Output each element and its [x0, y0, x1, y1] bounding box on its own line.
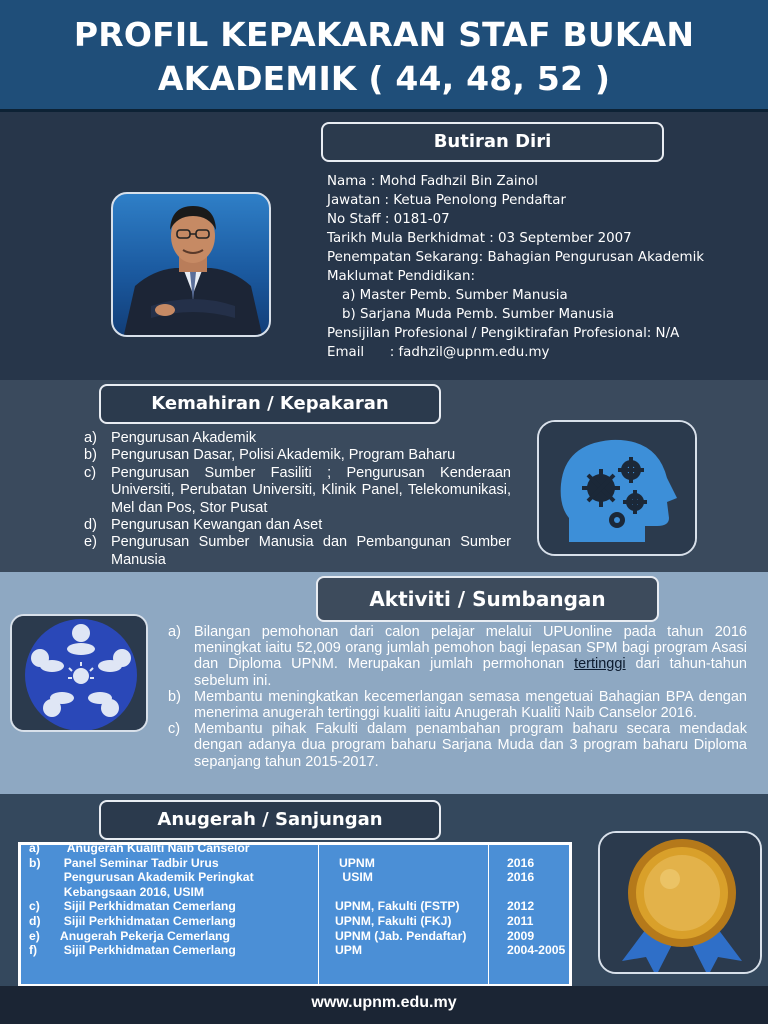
table-row: [21, 885, 569, 900]
skills-list: [84, 430, 511, 569]
list-item-label: c): [168, 721, 181, 738]
award-name: Sijil Perkhidmatan Cemerlang: [57, 899, 236, 914]
award-name: Panel Seminar Tadbir Urus: [57, 855, 219, 870]
personal-section: [0, 112, 768, 380]
award-institution: USIM: [339, 870, 373, 885]
table-row: [21, 899, 569, 914]
list-item-text: [194, 624, 747, 689]
bio-certification: Pensijilan Profesional / Pengiktirafan Profesional: N/A: [327, 326, 680, 341]
list-item: [168, 624, 747, 689]
activity-a-text-1: Bilangan pemohonan dari calon pelajar melalui UPUonline pada tahun 2016 meningkat iaitu 52,009 orang jumlah pemohon bagi lepasan SPM bagi program Asasi dan Diploma UPNM. Merupakan jumlah permohonan: [194, 624, 747, 673]
footer-url: www.upnm.edu.my: [0, 986, 768, 1024]
list-item-label: c): [84, 464, 97, 481]
activities-list: [168, 624, 747, 770]
bio-start-date: Tarikh Mula Berkhidmat : 03 September 2007: [327, 231, 632, 246]
teamwork-icon: [12, 616, 148, 732]
award-year: 2012: [507, 899, 535, 914]
award-year: 2011: [507, 913, 534, 928]
bio-position: Jawatan : Ketua Penolong Pendaftar: [327, 193, 566, 208]
table-row: [21, 870, 569, 885]
activity-a-text-2: dari tahun-tahun sebelum ini.: [194, 656, 747, 689]
award-institution: UPNM: [339, 855, 375, 870]
brain-gears-icon: [539, 422, 697, 556]
list-item-label: e): [84, 534, 97, 551]
award-name: Anugerah Kualiti Naib Canselor: [57, 841, 250, 855]
award-label: a): [29, 841, 40, 855]
list-item-label: d): [84, 517, 97, 534]
list-item: [84, 430, 511, 447]
list-item: [84, 465, 511, 517]
award-name: Sijil Perkhidmatan Cemerlang: [57, 913, 236, 928]
award-label: [21, 870, 57, 885]
award-institution: UPNM, Fakulti (FSTP): [335, 899, 460, 914]
bio-placement: Penempatan Sekarang: Bahagian Pengurusan Akademik: [327, 250, 705, 265]
list-item: [168, 721, 747, 770]
award-label: d): [29, 913, 41, 928]
bio-name: Nama : Mohd Fadhzil Bin Zainol: [327, 174, 539, 189]
bio-education-label: Maklumat Pendidikan:: [327, 269, 475, 284]
award-name: Pengurusan Akademik Peringkat: [57, 870, 254, 885]
award-institution: UPNM, Fakulti (FKJ): [335, 913, 452, 928]
staff-portrait-illustration: [113, 194, 271, 337]
award-name: Sijil Perkhidmatan Cemerlang: [57, 943, 236, 958]
list-item-label: b): [168, 688, 181, 705]
table-row: [21, 914, 569, 929]
activities-section-title: Aktiviti / Sumbangan: [316, 576, 659, 622]
page-title: [0, 0, 768, 101]
skills-section-title: Kemahiran / Kepakaran: [99, 384, 441, 424]
award-medal-icon: [600, 833, 762, 974]
page-title-line-2: AKADEMIK ( 44, 48, 52 ): [157, 59, 611, 98]
activities-section: [0, 572, 768, 794]
list-item-text: Membantu pihak Fakulti dalam penambahan program baharu secara mendadak dengan adanya dua program baharu Sarjana Muda dan 3 program baharu Diploma sepanjang tahun 2015-2017.: [194, 721, 747, 770]
list-item-text: Pengurusan Kewangan dan Aset: [111, 517, 323, 534]
award-year: 2009: [507, 928, 535, 943]
award-institution: [327, 885, 495, 900]
list-item: [168, 689, 747, 721]
bio-education-item: a) Master Pemb. Sumber Manusia: [342, 288, 568, 303]
awards-table: [18, 842, 572, 987]
award-year: 2016: [507, 870, 535, 885]
list-item-text: Membantu meningkatkan kecemerlangan semasa mengetuai Bahagian BPA dengan menerima anugerah tertinggi kualiti iaitu Anugerah Kualiti Naib Canselor 2016.: [194, 688, 747, 722]
brain-gears-image: [537, 420, 697, 556]
list-item: [84, 534, 511, 569]
page-title-line-1: PROFIL KEPAKARAN STAF BUKAN: [73, 15, 695, 54]
bio-email: Email : fadhzil@upnm.edu.my: [327, 345, 550, 360]
table-row: [21, 841, 569, 856]
award-label: [21, 885, 57, 900]
award-label: c): [29, 899, 40, 914]
personal-section-title: Butiran Diri: [321, 122, 664, 162]
award-year: [495, 841, 567, 856]
list-item-text: Pengurusan Dasar, Polisi Akademik, Program Baharu: [111, 447, 456, 464]
table-row: [21, 856, 569, 871]
teamwork-image: [10, 614, 148, 732]
list-item-text: Pengurusan Sumber Fasiliti ; Pengurusan Kenderaan Universiti, Perubatan Universiti, Klinik Panel, Telekomunikasi, Mel dan Pos, Stor Pusat: [111, 464, 511, 516]
award-name: Anugerah Pekerja Cemerlang: [57, 928, 230, 943]
staff-photo: [111, 192, 271, 337]
list-item: [84, 517, 511, 534]
award-year: 2016: [507, 855, 535, 870]
table-row: [21, 929, 569, 944]
awards-section-title: Anugerah / Sanjungan: [99, 800, 441, 840]
award-institution: UPNM (Jab. Pendaftar): [335, 928, 467, 943]
award-year: 2004-2005: [507, 943, 566, 958]
award-year: [495, 885, 567, 900]
award-label: f): [29, 943, 38, 958]
bio-education-item: b) Sarjana Muda Pemb. Sumber Manusia: [342, 307, 615, 322]
list-item-label: a): [84, 430, 97, 446]
list-item: [84, 447, 511, 464]
medal-image: [598, 831, 762, 974]
list-item-text: Pengurusan Akademik: [111, 430, 257, 446]
awards-section: [0, 794, 768, 986]
award-label: e): [29, 928, 40, 943]
activity-a-emphasis: tertinggi: [574, 656, 626, 673]
list-item-text: Pengurusan Sumber Manusia dan Pembangunan Sumber Manusia: [111, 534, 511, 568]
award-institution: [327, 841, 495, 856]
page-header: [0, 0, 768, 112]
list-item-label: a): [168, 624, 181, 640]
table-row: [21, 943, 569, 958]
award-label: b): [29, 855, 41, 870]
award-name: Kebangsaan 2016, USIM: [57, 884, 204, 899]
skills-section: [0, 380, 768, 572]
bio-staff-no: No Staff : 0181-07: [327, 212, 450, 227]
list-item-label: b): [84, 447, 97, 464]
bio-details: [327, 172, 704, 362]
award-institution: UPM: [335, 943, 363, 958]
